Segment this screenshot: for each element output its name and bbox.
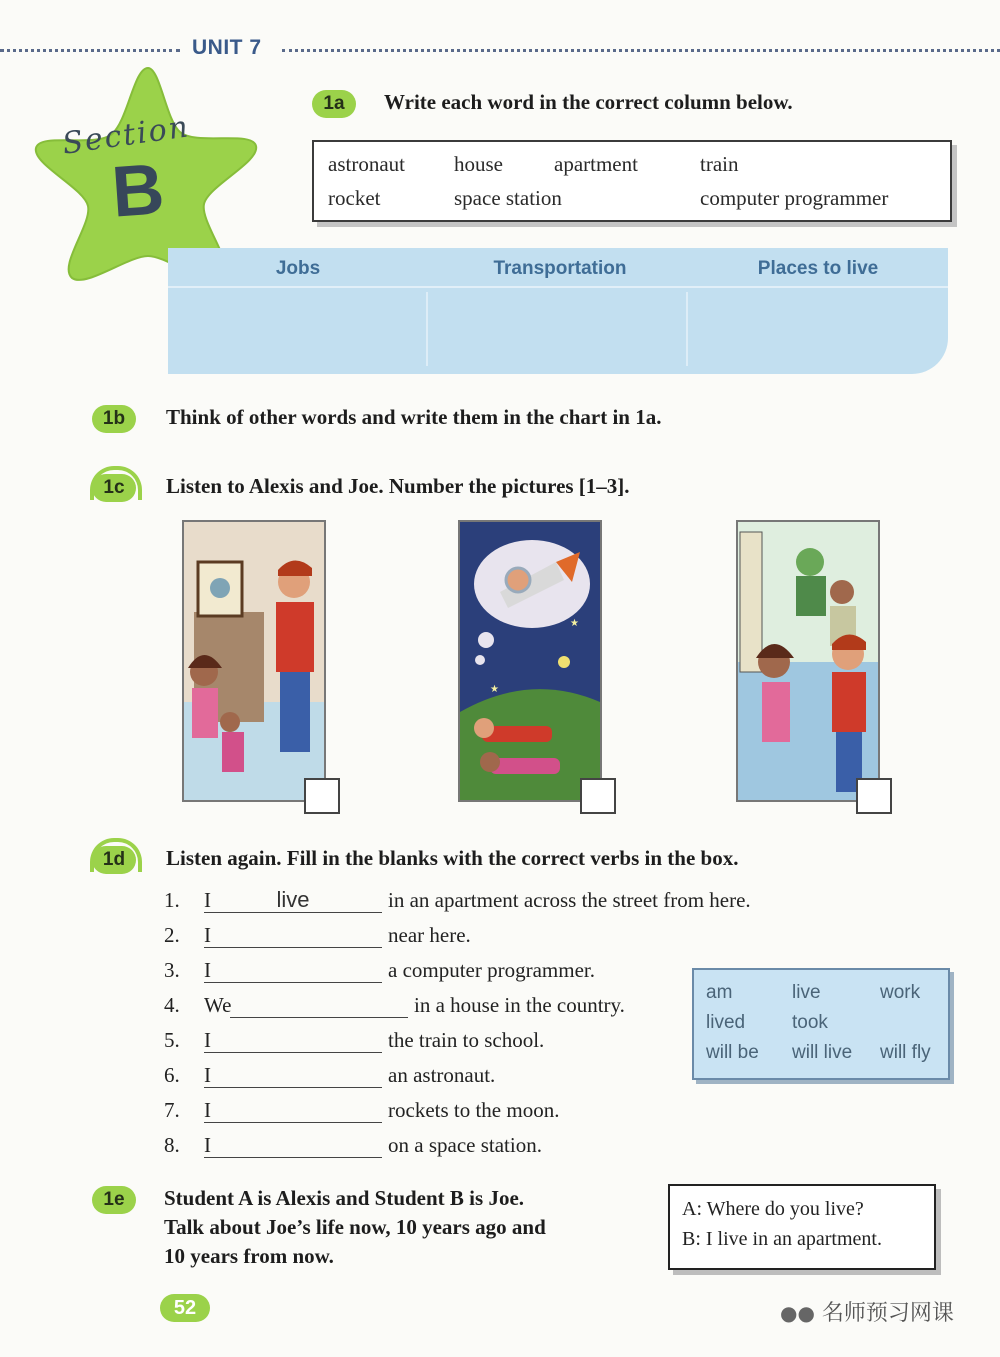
word-item: space station (454, 186, 562, 210)
verb-item: will live (792, 1042, 853, 1063)
section-letter: B (109, 149, 167, 233)
word-item: apartment (554, 152, 638, 176)
answer-blank-5[interactable] (204, 1028, 382, 1053)
picture-number-box[interactable] (304, 778, 340, 814)
chart-divider (686, 292, 688, 366)
sentence-number: 2. (164, 923, 180, 947)
sentence-rest: an astronaut. (388, 1063, 496, 1087)
sentence-subject: I (204, 1028, 211, 1052)
sentence-number: 4. (164, 993, 180, 1017)
picture-number-box[interactable] (580, 778, 616, 814)
verb-item: live (792, 982, 821, 1003)
chart-header-places: Places to live (757, 258, 879, 279)
verb-item: am (706, 982, 733, 1003)
verb-item: will be (706, 1042, 759, 1063)
sentence-number: 7. (164, 1098, 180, 1122)
sentence-subject: I (204, 923, 211, 947)
sentence-rest: in an apartment across the street from here. (388, 888, 751, 912)
word-item: rocket (328, 186, 381, 210)
instruction-1a: Write each word in the correct column below. (384, 90, 793, 114)
badge-1d: 1d (92, 846, 136, 874)
verb-item: took (792, 1012, 828, 1033)
header-dots-left (0, 49, 180, 52)
picture-party (736, 520, 880, 802)
chart-header-jobs: Jobs (275, 258, 321, 279)
sentence-rest: in a house in the country. (414, 993, 625, 1017)
word-item: train (700, 152, 739, 176)
word-item: house (454, 152, 503, 176)
party-illustration (738, 522, 878, 800)
watermark-text: 名师预习网课 (821, 1301, 954, 1326)
instruction-1e-line-2: Talk about Joe’s life now, 10 years ago and (164, 1215, 546, 1239)
answer-blank-7[interactable] (204, 1098, 382, 1123)
badge-1a: 1a (312, 90, 356, 118)
header-dots-right (282, 49, 1000, 52)
picture-night-dream (458, 520, 602, 802)
watermark (780, 1296, 954, 1327)
verb-item: work (880, 982, 921, 1003)
sentence-subject: I (204, 888, 211, 912)
dialog-line-b: B: I live in an apartment. (682, 1228, 882, 1250)
sentence-rest: near here. (388, 923, 471, 947)
chart-header-transportation: Transportation (493, 258, 627, 279)
instruction-1e-line-1: Student A is Alexis and Student B is Joe. (164, 1186, 525, 1210)
verb-item: lived (706, 1012, 746, 1033)
sentence-subject: We (204, 993, 232, 1017)
word-item: computer programmer (700, 186, 889, 210)
word-item: astronaut (328, 152, 405, 176)
sentence-number: 6. (164, 1063, 180, 1087)
answer-blank-1[interactable]: live (204, 888, 382, 913)
verb-box (692, 968, 950, 1080)
sentence-subject: I (204, 1063, 211, 1087)
night-dream-illustration (460, 522, 600, 800)
answer-blank-3[interactable] (204, 958, 382, 983)
picture-number-box[interactable] (856, 778, 892, 814)
sentence-rest: on a space station. (388, 1133, 542, 1157)
sentence-subject: I (204, 1098, 211, 1122)
word-box (312, 140, 952, 222)
badge-1b: 1b (92, 405, 136, 433)
answer-blank-6[interactable] (204, 1063, 382, 1088)
living-room-illustration (184, 522, 324, 800)
badge-1c: 1c (92, 474, 136, 502)
answer-blank-2[interactable] (204, 923, 382, 948)
instruction-1d: Listen again. Fill in the blanks with the correct verbs in the box. (166, 846, 739, 870)
picture-living-room (182, 520, 326, 802)
sentence-number: 1. (164, 888, 180, 912)
section-label: Section (60, 109, 192, 162)
instruction-1e-line-3: 10 years from now. (164, 1244, 334, 1268)
page-number: 52 (160, 1294, 210, 1322)
sentence-rest: the train to school. (388, 1028, 545, 1052)
sentence-number: 3. (164, 958, 180, 982)
answer-blank-8[interactable] (204, 1133, 382, 1158)
badge-1e: 1e (92, 1186, 136, 1214)
unit-title: UNIT 7 (192, 36, 262, 59)
verb-item: will fly (880, 1042, 931, 1063)
sentence-rest: rockets to the moon. (388, 1098, 560, 1122)
svg-text:★: ★ (570, 618, 579, 629)
category-chart (168, 248, 948, 374)
dialog-line-a: A: Where do you live? (682, 1198, 864, 1220)
sentence-number: 8. (164, 1133, 180, 1157)
wechat-icon: ●● (780, 1301, 815, 1325)
sentence-subject: I (204, 958, 211, 982)
sentence-number: 5. (164, 1028, 180, 1052)
sample-dialog (668, 1184, 936, 1270)
sentence-4 (164, 993, 231, 1018)
chart-divider (426, 292, 428, 366)
chart-header-rule (168, 286, 948, 288)
sentence-rest: a computer programmer. (388, 958, 596, 982)
answer-blank-4[interactable] (230, 993, 408, 1018)
instruction-1b: Think of other words and write them in the chart in 1a. (166, 405, 662, 429)
sentence-subject: I (204, 1133, 211, 1157)
instruction-1c: Listen to Alexis and Joe. Number the pictures [1–3]. (166, 474, 630, 498)
svg-text:★: ★ (490, 684, 499, 695)
